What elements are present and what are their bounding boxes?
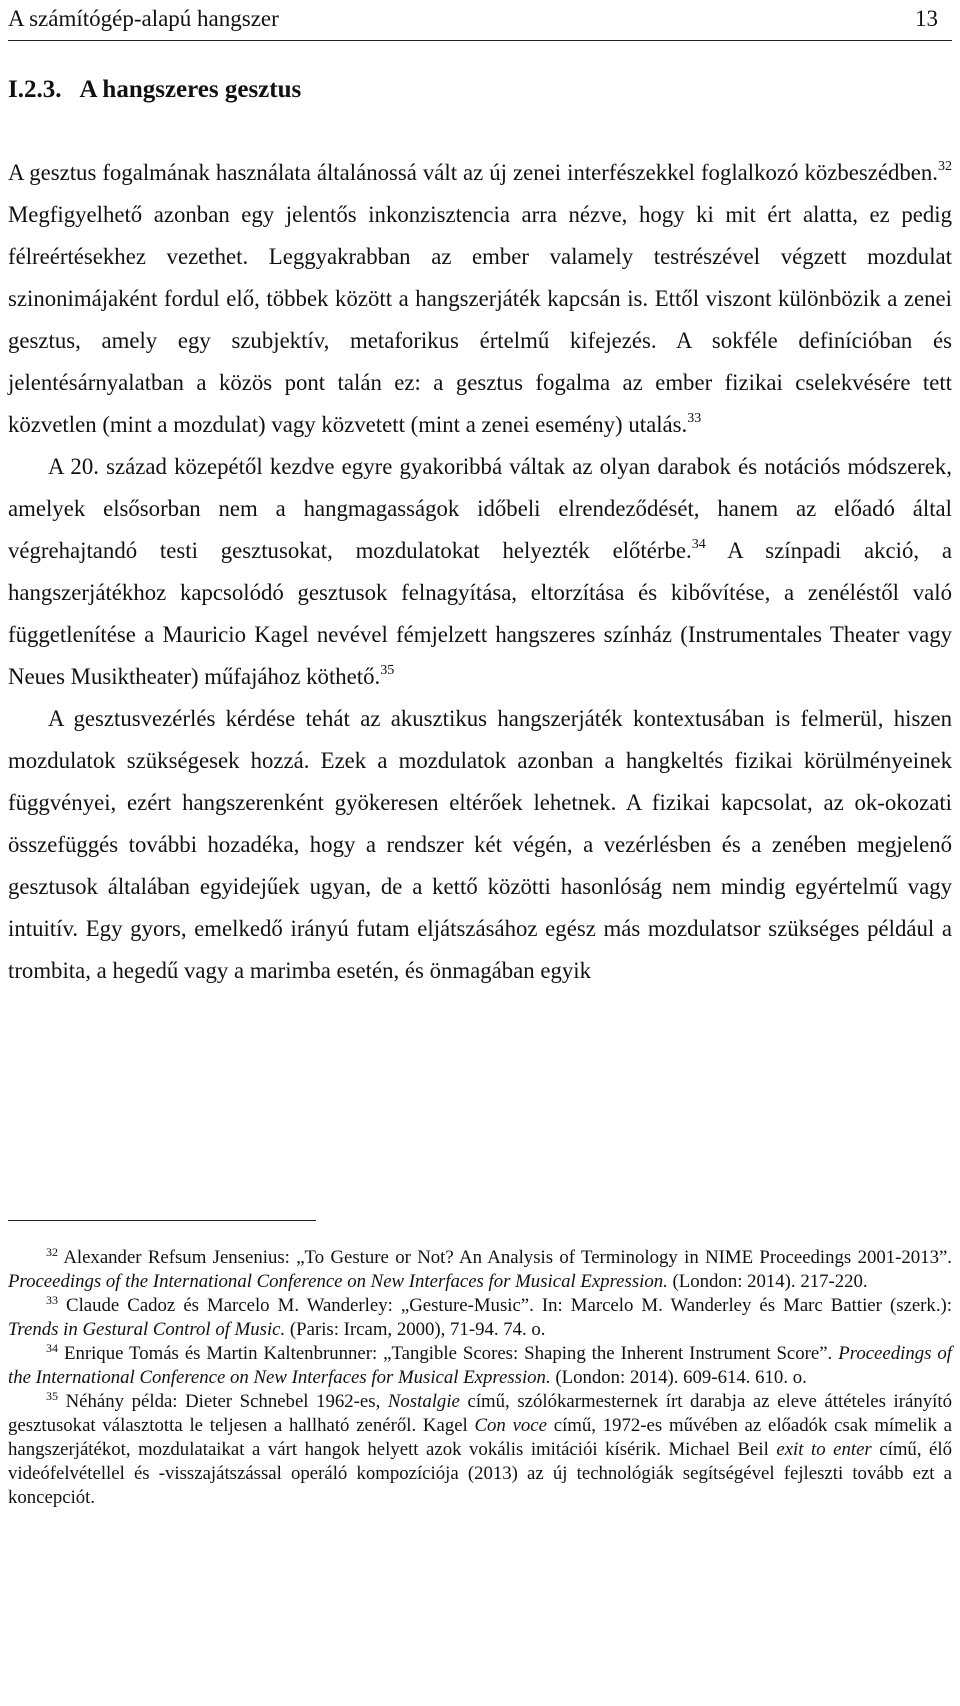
paragraph-1-text-b: Megfigyelhető azonban egy jelentős inkonzisztencia arra nézve, hogy ki mit ért alatta, ez pedig félreértésekhez vezethet. Leggyakrabban az ember valamely testrészével végzett mozdulat szinonimájaként fordul elő, többek között a hangszerjáték kapcsán is. Ettől viszont különbözik a zenei gesztus, amely egy szubjektív, metaforikus értelmű kifejezés. A sokféle definícióban és jelentésárnyalatban a közös pont talán ez: a gesztus fogalma az ember fizikai cselekvésére tett közvetlen (mint a mozdulat) vagy közvetett (mint a zenei esemény) utalás.: [8, 202, 952, 437]
header-rule: [8, 40, 952, 41]
footnote-ref-34[interactable]: 34: [691, 537, 706, 552]
footnote-text: Enrique Tomás és Martin Kaltenbrunner: „Tangible Scores: Shaping the Inherent Instrument Score”.: [58, 1343, 839, 1364]
footnote-separator: [8, 1220, 316, 1221]
footnote-number: 32: [46, 1245, 58, 1259]
section-number: I.2.3.: [8, 76, 62, 103]
footnote-text: (Paris: Ircam, 2000), 71-94. 74. o.: [285, 1319, 546, 1340]
footnote-text: című, élő videófelvétellel és -visszajátszással operáló kompozíciója (2013) az új technológiák segítségével fejleszti tovább ezt a koncepciót.: [8, 1439, 952, 1508]
paragraph-3: [8, 698, 952, 992]
header-title: A számítógép-alapú hangszer: [8, 6, 279, 31]
footnote-italic: Proceedings of the International Conference on New Interfaces for Musical Expression.: [8, 1343, 952, 1388]
section-heading: [8, 76, 301, 104]
footnote-text: című, szólókarmesternek írt darabja az eleve áttételes irányító gesztusokat választotta le teljesen a hallható zenéről. Kagel: [8, 1391, 952, 1436]
footnote-italic: Proceedings of the International Conference on New Interfaces for Musical Expression.: [8, 1271, 668, 1292]
section-title: A hangszeres gesztus: [79, 76, 302, 103]
footnote-35: [8, 1390, 952, 1510]
footnote-text: (London: 2014). 609-614. 610. o.: [550, 1367, 807, 1388]
footnote-italic: Con voce: [474, 1415, 547, 1436]
paragraph-2-text-a: A 20. század közepétől kezdve egyre gyakoribbá váltak az olyan darabok és notációs módszerek, amelyek elsősorban nem a hangmagasságok időbeli elrendeződését, hanem az előadó által végrehajtandó testi gesztusokat, mozdulatokat helyezték előtérbe.: [8, 454, 952, 563]
footnote-italic: Nostalgie: [387, 1391, 460, 1412]
footnote-number: 35: [46, 1389, 58, 1403]
body-text: [8, 152, 952, 992]
footnote-text: című, 1972-es művében az előadók csak mímelik a hangszerjátékot, mozdulataikat a várt hangok helyett azok vokális imitációi kísérik. Michael Beil: [8, 1415, 953, 1460]
footnote-ref-32[interactable]: 32: [938, 159, 952, 174]
footnote-34: [8, 1342, 952, 1390]
page-number: 13: [915, 6, 938, 31]
footnote-text: Claude Cadoz és Marcelo M. Wanderley: „Gesture-Music”. In: Marcelo M. Wanderley és Marc Battier (szerk.):: [58, 1295, 952, 1316]
footnote-text: (London: 2014). 217-220.: [667, 1271, 868, 1292]
footnote-text: Néhány példa: Dieter Schnebel 1962-es,: [58, 1391, 388, 1412]
footnote-33: [8, 1294, 952, 1342]
paragraph-1: [8, 152, 952, 446]
footnote-text: Alexander Refsum Jensenius: „To Gesture or Not? An Analysis of Terminology in NIME Proceedings 2001-2013”.: [58, 1247, 952, 1268]
paragraph-2: [8, 446, 952, 698]
footnote-italic: Trends in Gestural Control of Music.: [8, 1319, 286, 1340]
paragraph-2-text-b: A színpadi akció, a hangszerjátékhoz kapcsolódó gesztusok felnagyítása, eltorzítása és kibővítése, a zenéléstől való függetlenítése a Mauricio Kagel nevével fémjelzett hangszeres színház (Instrumentales Theater vagy Neues Musiktheater) műfajához köthető.: [8, 538, 952, 689]
footnotes: [8, 1246, 952, 1510]
paragraph-3-text: A gesztusvezérlés kérdése tehát az akusztikus hangszerjáték kontextusában is felmerül, hiszen mozdulatok szükségesek hozzá. Ezek a mozdulatok azonban a hangkeltés fizikai körülményeinek függvényei, ezért hangszerenként gyökeresen eltérőek lehetnek. A fizikai kapcsolat, az ok-okozati összefüggés további hozadéka, hogy a rendszer két végén, a vezérlésben és a zenében megjelenő gesztusok általában egyidejűek ugyan, de a kettő közötti hasonlóság nem mindig egyértelmű vagy intuitív. Egy gyors, emelkedő irányú futam eljátszásához egész más mozdulatsor szükséges például a trombita, a hegedű vagy a marimba esetén, és önmagában egyik: [8, 706, 952, 983]
footnote-32: [8, 1246, 952, 1294]
footnote-italic: exit to enter: [776, 1439, 872, 1460]
footnote-number: 34: [46, 1341, 58, 1355]
running-header: [8, 0, 952, 42]
footnote-ref-33[interactable]: 33: [687, 411, 702, 426]
paragraph-1-text-a: A gesztus fogalmának használata általánossá vált az új zenei interfészekkel foglalkozó közbeszédben.: [8, 160, 938, 185]
footnote-number: 33: [46, 1293, 58, 1307]
footnote-ref-35[interactable]: 35: [380, 663, 395, 678]
